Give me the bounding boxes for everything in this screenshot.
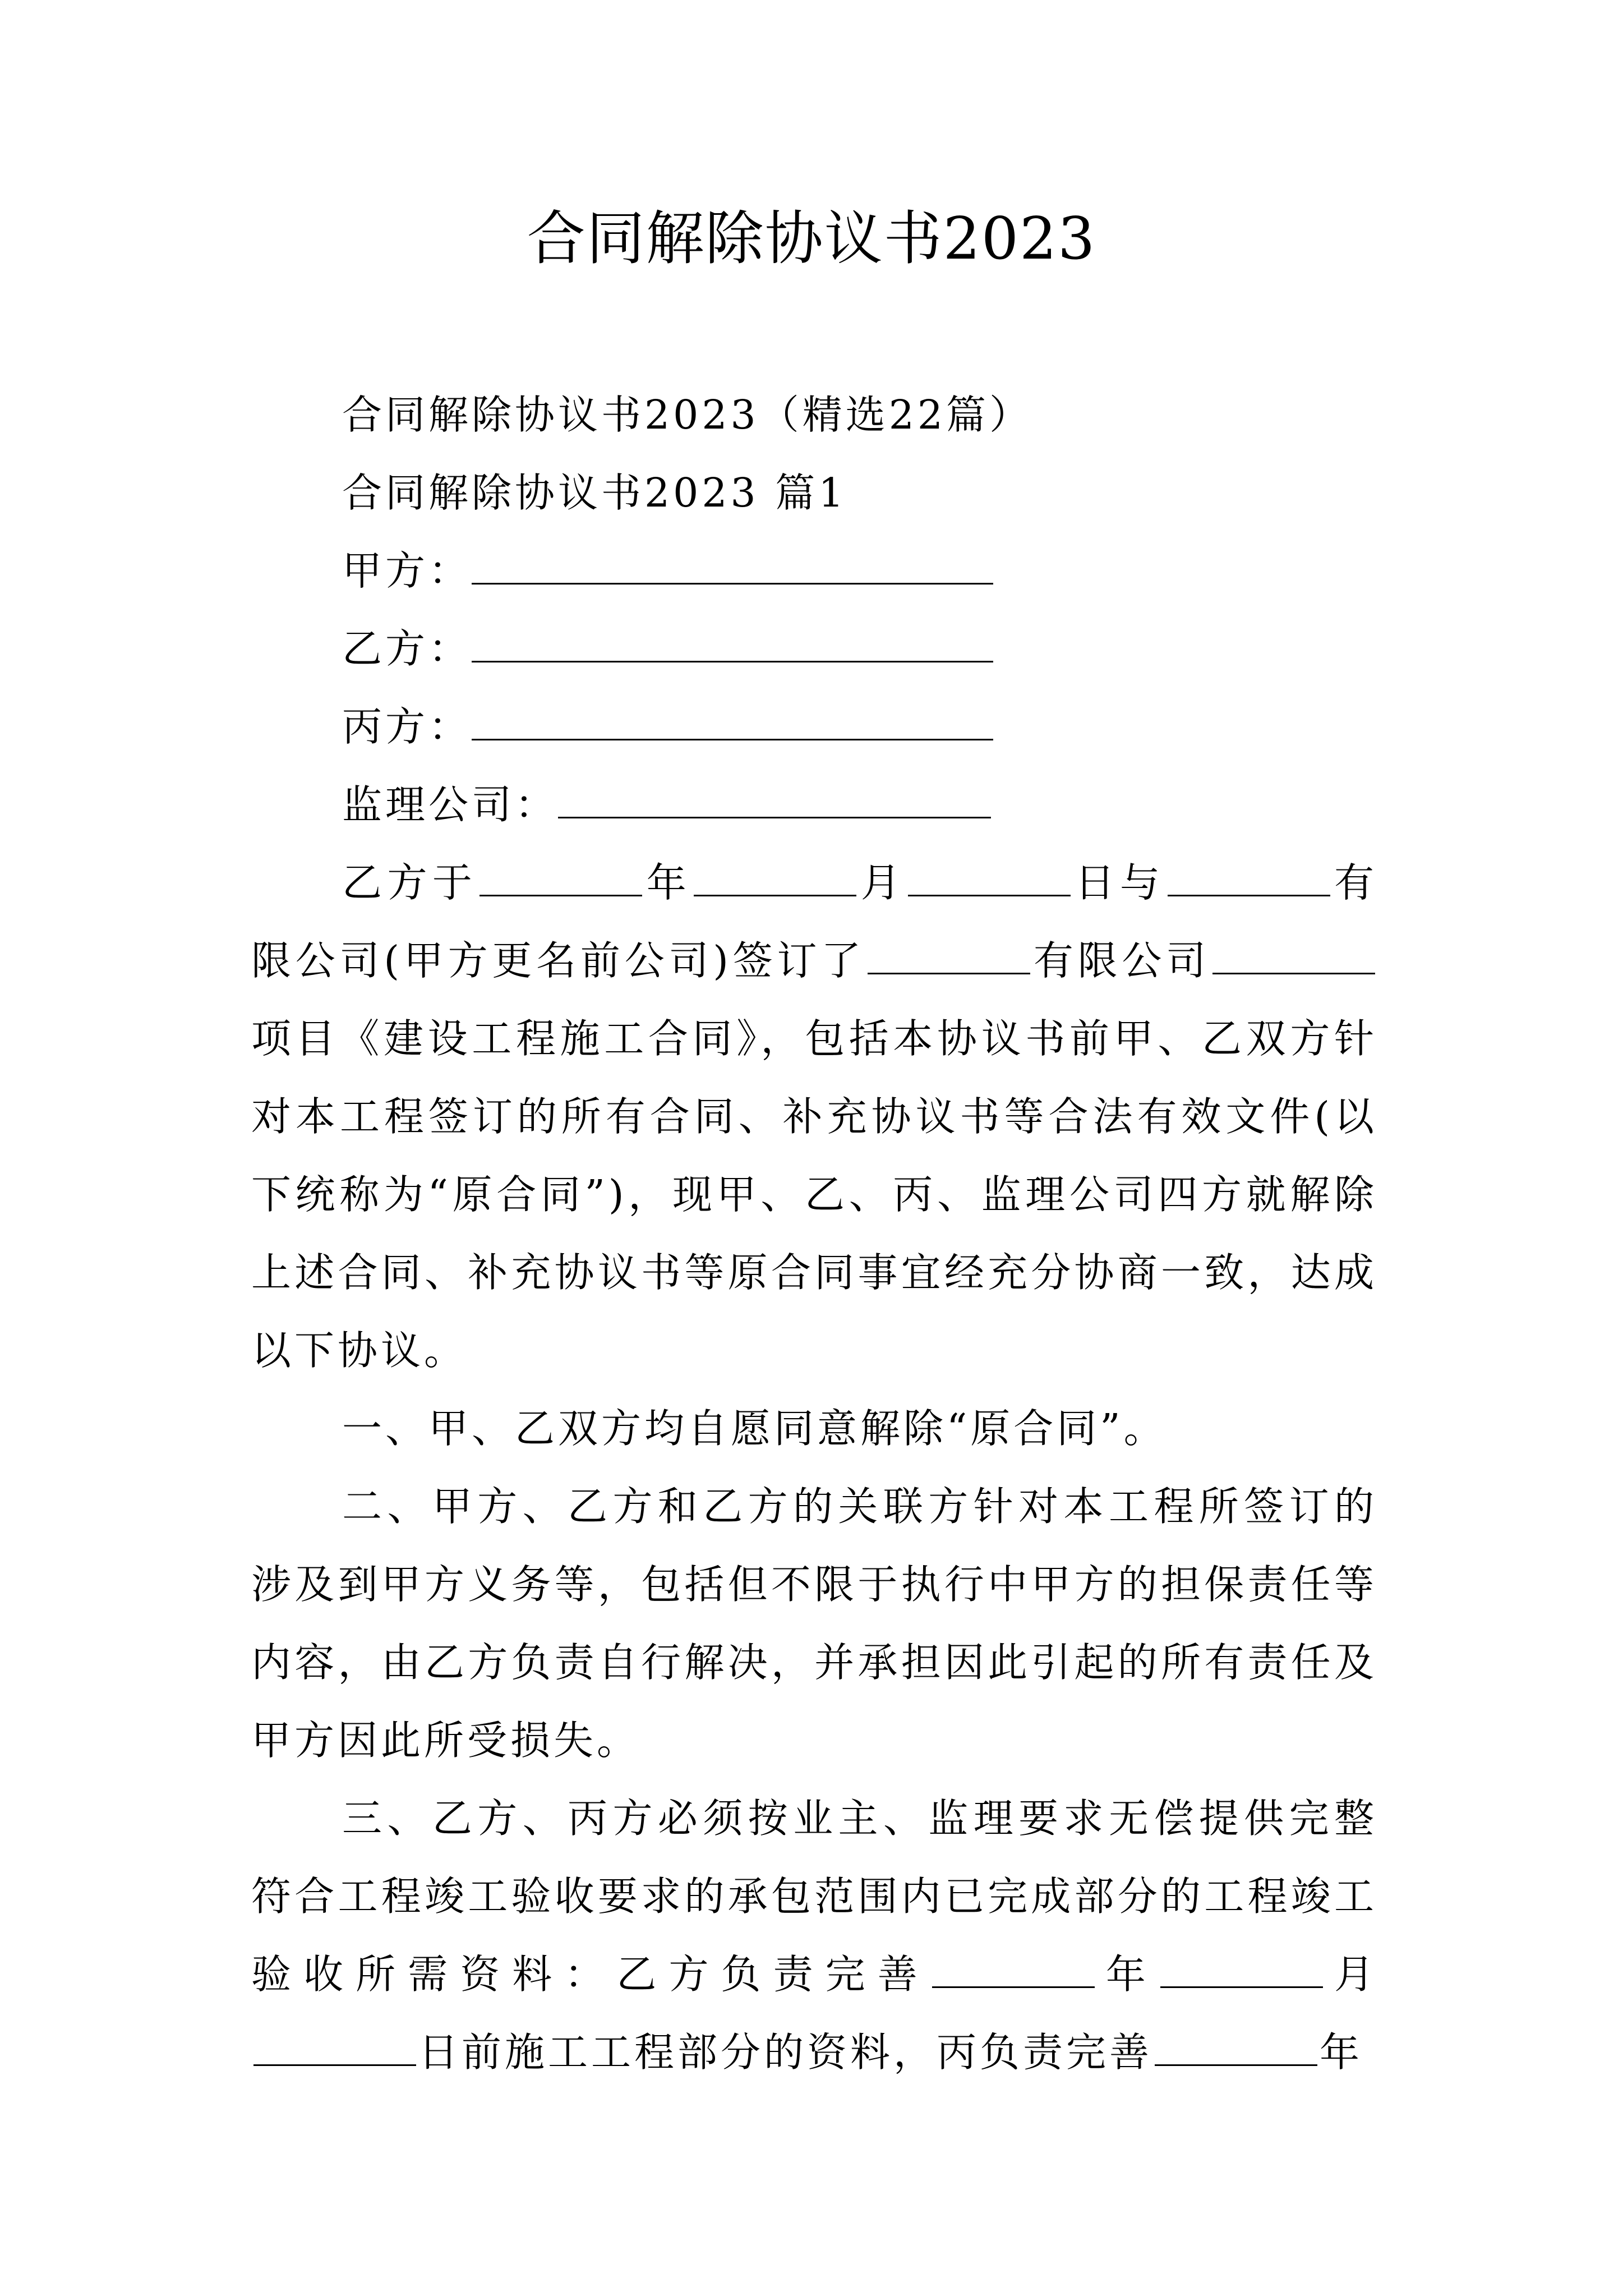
blank-month	[694, 864, 856, 896]
document-title: 合同解除协议书2023	[527, 204, 1096, 273]
para1-text-3: 月	[859, 859, 906, 906]
para1-text-1: 乙方于	[342, 859, 478, 906]
clause3-blank-month	[1160, 1956, 1323, 1988]
party-bing-label: 丙方：	[342, 703, 472, 750]
party-supervisor-blank	[558, 789, 991, 818]
blank-project	[1212, 942, 1375, 974]
clause3-blank-day	[253, 2034, 416, 2066]
clause-1: 一、甲、乙双方均自愿同意解除“原合同”。	[342, 1405, 1167, 1452]
party-supervisor-label: 监理公司：	[342, 781, 559, 828]
clause-2: 二、甲方、乙方和乙方的关联方针对本工程所签订的涉及到甲方义务等，包括但不限于执行中甲方的担保责任等内容，由乙方负责自行解决，并承担因此引起的所有责任及甲方因此所受损失。	[251, 1483, 1377, 1764]
party-supervisor-row	[251, 766, 1377, 844]
para1-text-5: 有限公司(甲方更名前公司)签订了	[251, 859, 1377, 984]
document-subtitle: 合同解除协议书2023（精选22篇）	[342, 392, 1033, 438]
para1-text-4: 日与	[1073, 859, 1165, 906]
party-bing-row	[251, 688, 1377, 766]
blank-company-2	[868, 942, 1030, 974]
party-jia-blank	[472, 555, 993, 585]
blank-year	[479, 864, 642, 896]
paragraph-intro	[251, 844, 1377, 1389]
para1-text-2: 年	[644, 859, 692, 906]
para1-text-7: 项目《建设工程施工合同》，包括本协议书前甲、乙双方针对本工程签订的所有合同、补充协议书等合法有效文件(以下统称为“原合同”)，现甲、乙、丙、监理公司四方就解除上述合同、补充协议书等原合同事宜经充分协商一致，达成以下协议。	[251, 1015, 1377, 1374]
clause3-text-4: 日前施工工程部分的资料，丙负责完善	[418, 2029, 1153, 2076]
blank-company	[1168, 864, 1330, 896]
clause3-text-2: 年	[1096, 1951, 1158, 1998]
clause3-text-3: 月	[1325, 1951, 1377, 1998]
document-body	[251, 376, 1377, 2091]
clause3-text-1: 三、乙方、丙方必须按业主、监理要求无偿提供完整符合工程竣工验收要求的承包范围内已完成部分的工程竣工验收所需资料：乙方负责完善	[251, 1795, 1377, 1998]
para1-text-6: 有限公司	[1032, 937, 1210, 984]
party-yi-row	[251, 610, 1377, 688]
clause-3	[251, 1779, 1377, 2091]
clause3-blank-year	[932, 1956, 1095, 1988]
party-yi-blank	[472, 633, 993, 662]
party-jia-row	[251, 532, 1377, 610]
party-bing-blank	[472, 711, 993, 740]
clause3-blank-year-2	[1155, 2034, 1317, 2066]
party-yi-label: 乙方：	[342, 625, 472, 672]
party-jia-label: 甲方：	[342, 547, 472, 594]
clause3-text-5: 年	[1320, 2029, 1363, 2076]
section-heading: 合同解除协议书2023 篇1	[342, 470, 847, 516]
blank-day	[908, 864, 1071, 896]
